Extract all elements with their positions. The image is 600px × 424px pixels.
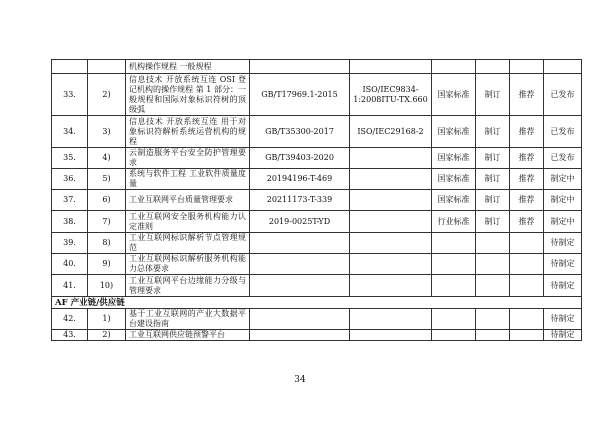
cell-empty [432, 309, 476, 330]
cell-type [476, 275, 510, 297]
cell-intl [350, 211, 432, 233]
table-row [52, 330, 582, 341]
cell-empty [476, 330, 510, 341]
cell-type: 制订 [476, 116, 510, 148]
cell-intl [350, 254, 432, 275]
cell-intl [350, 169, 432, 190]
cell-status: 已发布 [544, 148, 582, 169]
cell-type: 制订 [476, 190, 510, 211]
section-row [52, 297, 582, 309]
cell-rec: 推荐 [510, 169, 544, 190]
table-row [52, 211, 582, 233]
table-row [52, 190, 582, 211]
cell-name: 工业互联网平台边缘能力分级与管理要求 [126, 275, 250, 297]
cell-name: 工业互联网供应链预警平台 [126, 330, 250, 341]
cell-sub: 10) [88, 275, 126, 297]
cell-level: 国家标准 [432, 74, 476, 116]
cell-std [250, 275, 350, 297]
cell-status: 制定中 [544, 190, 582, 211]
cell-sub: 2) [88, 74, 126, 116]
cell-name: 工业互联网标识解析服务机构能力总体要求 [126, 254, 250, 275]
cell-name: 信息技术 开放系统互连 用于对象标识符解析系统运营机构的规程 [126, 116, 250, 148]
cell-empty [510, 330, 544, 341]
cell-no: 35. [52, 148, 88, 169]
cell-name: 工业互联网安全服务机构能力认定准则 [126, 211, 250, 233]
cell-name: 工业互联网标识解析节点管理规范 [126, 233, 250, 254]
cell-level [432, 275, 476, 297]
table-row [52, 148, 582, 169]
cell-std: 20211173-T-339 [250, 190, 350, 211]
cell-status: 待制定 [544, 330, 582, 341]
cell-sub: 2) [88, 330, 126, 341]
cell-rec [510, 233, 544, 254]
cell-intl [350, 190, 432, 211]
cell-no: 39. [52, 233, 88, 254]
cell-sub: 3) [88, 116, 126, 148]
cell-name: 信息技术 开放系统互连 OSI 登记机构的操作规程 第 1 部分：一般规程和国际对象标识符树的顶级弧 [126, 74, 250, 116]
table-row [52, 74, 582, 116]
cell-type [476, 233, 510, 254]
cell-empty [250, 330, 350, 341]
section-title: AF 产业链/供应链 [52, 297, 582, 309]
table-row [52, 60, 582, 74]
cell-level [432, 254, 476, 275]
cell-empty [250, 309, 350, 330]
table-row [52, 116, 582, 148]
cell-type: 制订 [476, 169, 510, 190]
cell-rec [510, 60, 544, 74]
cell-sub: 9) [88, 254, 126, 275]
cell-rec: 推荐 [510, 211, 544, 233]
cell-no: 38. [52, 211, 88, 233]
cell-intl [350, 233, 432, 254]
cell-status: 待制定 [544, 254, 582, 275]
cell-status: 待制定 [544, 275, 582, 297]
cell-std: GB/T17969.1-2015 [250, 74, 350, 116]
cell-sub: 5) [88, 169, 126, 190]
cell-empty [510, 309, 544, 330]
cell-status: 已发布 [544, 116, 582, 148]
cell-sub [88, 60, 126, 74]
cell-name: 工业互联网平台质量管理要求 [126, 190, 250, 211]
cell-status: 待制定 [544, 233, 582, 254]
table-row [52, 275, 582, 297]
cell-level: 国家标准 [432, 116, 476, 148]
cell-std [250, 254, 350, 275]
cell-name: 系统与软件工程 工业软件质量度量 [126, 169, 250, 190]
cell-intl [350, 148, 432, 169]
cell-rec: 推荐 [510, 190, 544, 211]
cell-empty [432, 330, 476, 341]
cell-sub: 8) [88, 233, 126, 254]
cell-sub: 1) [88, 309, 126, 330]
cell-no: 41. [52, 275, 88, 297]
cell-rec: 推荐 [510, 74, 544, 116]
cell-status: 已发布 [544, 74, 582, 116]
cell-type [476, 60, 510, 74]
cell-rec [510, 275, 544, 297]
table-row [52, 233, 582, 254]
cell-level: 国家标准 [432, 169, 476, 190]
cell-sub: 4) [88, 148, 126, 169]
cell-status: 待制定 [544, 309, 582, 330]
cell-status: 制定中 [544, 169, 582, 190]
cell-sub: 6) [88, 190, 126, 211]
cell-level [432, 60, 476, 74]
cell-no: 43. [52, 330, 88, 341]
cell-rec: 推荐 [510, 116, 544, 148]
cell-empty [476, 309, 510, 330]
cell-type [476, 254, 510, 275]
cell-rec [510, 254, 544, 275]
table-row [52, 309, 582, 330]
cell-empty [350, 330, 432, 341]
cell-status [544, 60, 582, 74]
cell-sub: 7) [88, 211, 126, 233]
cell-std [250, 60, 350, 74]
table-row [52, 169, 582, 190]
cell-type: 制订 [476, 148, 510, 169]
cell-std: GB/T35300-2017 [250, 116, 350, 148]
cell-type: 制订 [476, 211, 510, 233]
cell-type: 制订 [476, 74, 510, 116]
cell-no: 34. [52, 116, 88, 148]
cell-level: 国家标准 [432, 148, 476, 169]
cell-intl: ISO/IEC29168-2 [350, 116, 432, 148]
cell-std [250, 233, 350, 254]
cell-intl [350, 60, 432, 74]
cell-std: 2019-0025T-YD [250, 211, 350, 233]
cell-no: 40. [52, 254, 88, 275]
cell-empty [350, 309, 432, 330]
cell-no: 42. [52, 309, 88, 330]
cell-name: 云制造服务平台安全防护管理要求 [126, 148, 250, 169]
cell-level [432, 233, 476, 254]
cell-std: 20194196-T-469 [250, 169, 350, 190]
cell-no: 33. [52, 74, 88, 116]
cell-level: 行业标准 [432, 211, 476, 233]
cell-name: 机构操作规程 一般规程 [126, 60, 250, 74]
cell-rec: 推荐 [510, 148, 544, 169]
table-row [52, 254, 582, 275]
cell-no: 37. [52, 190, 88, 211]
page-number: 34 [294, 375, 306, 385]
cell-intl [350, 275, 432, 297]
cell-status: 制定中 [544, 211, 582, 233]
cell-std: GB/T39403-2020 [250, 148, 350, 169]
cell-name: 基于工业互联网的产业大数据平台建设指南 [126, 309, 250, 330]
cell-level: 国家标准 [432, 190, 476, 211]
standards-table [51, 59, 582, 341]
cell-intl: ISO/IEC9834-1:2008ITU-TX.660 [350, 74, 432, 116]
cell-no: 36. [52, 169, 88, 190]
cell-no [52, 60, 88, 74]
